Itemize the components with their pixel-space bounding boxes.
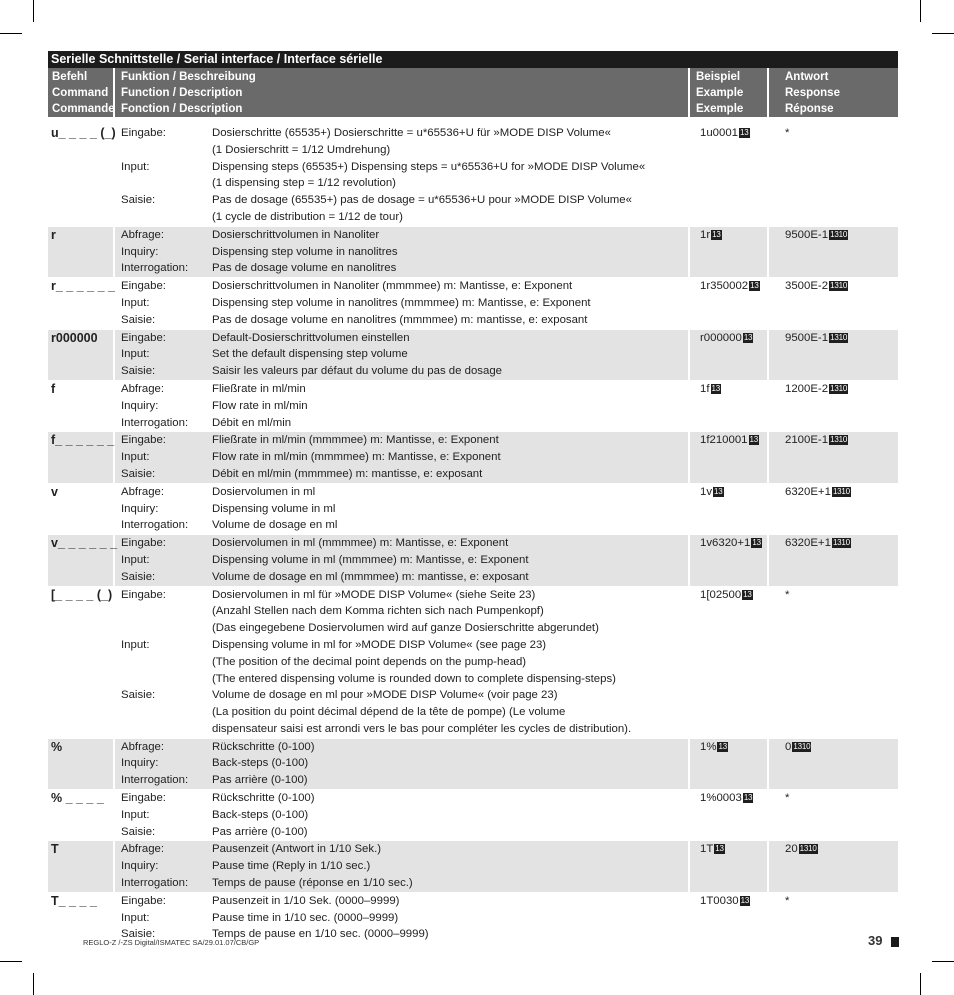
row-label: Saisie:	[121, 825, 156, 838]
example-value: 1r350002	[700, 280, 749, 293]
label-cell	[115, 330, 212, 380]
example-cell	[688, 893, 769, 943]
example-value: r000000	[700, 331, 742, 344]
row-label: Saisie:	[121, 194, 156, 207]
example-cell	[688, 587, 769, 738]
description-line: Back-steps (0-100)	[212, 757, 309, 770]
description-cell	[212, 587, 688, 738]
command-cell: T_ _ _ _	[48, 893, 115, 943]
label-cell	[115, 535, 212, 585]
response-value: 1200E-2	[785, 382, 829, 395]
example-cell	[688, 484, 769, 534]
cr-lf-key-icon: 1310	[830, 332, 848, 342]
response-cell	[769, 484, 898, 534]
command-cell: v_ _ _ _ _ _	[48, 535, 115, 585]
row-label: Interrogation:	[121, 262, 189, 275]
table-header	[48, 68, 898, 117]
description-cell	[212, 739, 688, 789]
row-label: Input:	[121, 160, 150, 173]
example-value: 1%	[700, 740, 717, 753]
row-label: Input:	[121, 348, 150, 361]
enter-key-icon: 13	[743, 793, 753, 803]
row-label	[121, 209, 212, 226]
response-cell	[769, 587, 898, 738]
header-label: Example	[696, 87, 744, 99]
response-value: 2100E-1	[785, 434, 829, 447]
table-row	[48, 125, 898, 227]
row-label: Abfrage:	[121, 228, 165, 241]
description-line: Dispensing step volume in nanolitres (mmmmee) m: Mantisse, e: Exponent	[212, 296, 591, 309]
row-label: Eingabe:	[121, 537, 166, 550]
serial-interface-table	[48, 51, 898, 944]
table-row	[48, 841, 898, 892]
response-value: *	[785, 894, 790, 907]
table-row	[48, 484, 898, 535]
header-command	[48, 68, 115, 117]
row-label: Eingabe:	[121, 434, 166, 447]
crop-mark	[932, 33, 954, 34]
description-line: Volume de dosage en ml (mmmmee) m: mantisse, e: exposant	[212, 570, 529, 583]
row-label: Interrogation:	[121, 774, 189, 787]
label-cell	[115, 893, 212, 943]
example-cell	[688, 227, 769, 277]
label-cell	[115, 841, 212, 891]
enter-key-icon: 13	[715, 844, 724, 854]
row-label: Eingabe:	[121, 331, 166, 344]
description-line: Flow rate in ml/min (mmmmee) m: Mantisse, e: Exponent	[212, 451, 501, 464]
table-row	[48, 432, 898, 483]
row-label: Saisie:	[121, 928, 156, 941]
command-cell: f_ _ _ _ _ _	[48, 432, 115, 482]
description-line: Pas arrière (0-100)	[212, 825, 308, 838]
response-value: *	[785, 127, 790, 139]
row-label: Input:	[121, 911, 150, 924]
description-line: Fließrate in ml/min	[212, 382, 306, 395]
response-value: *	[785, 588, 790, 601]
description-line: Débit en ml/min (mmmmee) m: mantisse, e: exposant	[212, 467, 483, 480]
row-label: Input:	[121, 553, 150, 566]
enter-key-icon: 13	[714, 486, 723, 496]
description-line: Fließrate in ml/min (mmmmee) m: Mantisse, e: Exponent	[212, 434, 499, 447]
row-label: Abfrage:	[121, 485, 165, 498]
description-line: (The position of the decimal point depends on the pump-head)	[212, 655, 527, 668]
description-line: Pas de dosage volume en nanolitres (mmmmee) m: mantisse, e: exposant	[212, 313, 588, 326]
example-value: 1T	[700, 843, 714, 856]
description-line: (La position du point décimal dépend de la tête de pompe) (Le volume	[212, 706, 566, 719]
header-label: Fonction / Description	[121, 103, 243, 115]
cr-lf-key-icon: 1310	[793, 741, 811, 751]
enter-key-icon: 13	[711, 383, 720, 393]
header-response	[769, 68, 898, 117]
command-cell: r000000	[48, 330, 115, 380]
description-line: Volume de dosage en ml pour »MODE DISP Volume« (voir page 23)	[212, 689, 558, 702]
header-label: Exemple	[696, 103, 744, 115]
header-label: Commande	[52, 103, 115, 115]
response-value: 6320E+1	[785, 537, 831, 550]
row-label: Saisie:	[121, 467, 156, 480]
command-cell: % _ _ _ _	[48, 790, 115, 840]
crop-mark	[33, 0, 34, 22]
row-label: Inquiry:	[121, 245, 159, 258]
header-label: Response	[785, 87, 840, 99]
description-line: Dispensing volume in ml for »MODE DISP Volume« (see page 23)	[212, 638, 547, 651]
description-cell	[212, 432, 688, 482]
row-label: Saisie:	[121, 313, 156, 326]
description-line: Dosiervolumen in ml (mmmmee) m: Mantisse, e: Exponent	[212, 537, 509, 550]
crop-mark	[920, 973, 921, 995]
command-cell: r	[48, 227, 115, 277]
row-label: Abfrage:	[121, 843, 165, 856]
description-cell	[212, 535, 688, 585]
row-label: Abfrage:	[121, 740, 165, 753]
description-line: Dosierschrittvolumen in Nanoliter	[212, 228, 380, 241]
header-label: Function / Description	[121, 87, 243, 99]
label-cell	[115, 227, 212, 277]
row-label: Eingabe:	[121, 792, 166, 805]
table-row	[48, 227, 898, 278]
response-cell	[769, 278, 898, 328]
description-cell	[212, 125, 688, 226]
description-line: (Das eingegebene Dosiervolumen wird auf ganze Dosierschritte abgerundet)	[212, 622, 599, 635]
cr-lf-key-icon: 1310	[832, 538, 850, 548]
row-label: Inquiry:	[121, 502, 159, 515]
row-label: Saisie:	[121, 570, 156, 583]
response-cell	[769, 125, 898, 226]
cr-lf-key-icon: 1310	[830, 229, 848, 239]
description-line: Pause time (Reply in 1/10 sec.)	[212, 860, 371, 873]
description-line: Dosierschrittvolumen in Nanoliter (mmmmee) m: Mantisse, e: Exponent	[212, 280, 573, 293]
description-line: Pausenzeit (Antwort in 1/10 Sek.)	[212, 843, 382, 856]
command-cell: f	[48, 381, 115, 431]
header-label: Antwort	[785, 71, 829, 83]
example-value: 1[02500	[700, 588, 742, 601]
description-line: (Anzahl Stellen nach dem Komma richten sich nach Pumpenkopf)	[212, 605, 544, 618]
label-cell	[115, 381, 212, 431]
header-label: Réponse	[785, 103, 834, 115]
example-cell	[688, 535, 769, 585]
enter-key-icon: 13	[743, 332, 753, 342]
description-line: (1 dispensing step = 1/12 revolution)	[212, 177, 396, 190]
row-label: Abfrage:	[121, 382, 165, 395]
example-value: 1v6320+1	[700, 537, 751, 550]
cr-lf-key-icon: 1310	[830, 281, 848, 291]
description-cell	[212, 278, 688, 328]
example-cell	[688, 432, 769, 482]
description-line: Pausenzeit in 1/10 Sek. (0000–9999)	[212, 894, 400, 907]
response-value: 20	[785, 843, 798, 856]
row-label: Eingabe:	[121, 280, 166, 293]
response-value: 0	[785, 740, 792, 753]
description-line: Débit en ml/min	[212, 416, 292, 429]
row-label: Input:	[121, 808, 150, 821]
description-line: Set the default dispensing step volume	[212, 348, 408, 361]
example-cell	[688, 790, 769, 840]
row-label: Inquiry:	[121, 399, 159, 412]
header-label: Funktion / Beschreibung	[121, 71, 256, 83]
command-cell: r_ _ _ _ _ _	[48, 278, 115, 328]
example-value: 1%0003	[700, 792, 742, 805]
crop-mark	[33, 973, 34, 995]
row-label	[121, 721, 212, 738]
response-cell	[769, 330, 898, 380]
row-label	[121, 671, 212, 688]
label-cell	[115, 739, 212, 789]
description-line: Temps de pause en 1/10 sec. (0000–9999)	[212, 928, 429, 941]
example-cell	[688, 278, 769, 328]
table-row	[48, 587, 898, 739]
description-line: Default-Dosierschrittvolumen einstellen	[212, 331, 410, 344]
response-cell	[769, 535, 898, 585]
page-marker	[891, 937, 899, 947]
description-line: Pause time in 1/10 sec. (0000–9999)	[212, 911, 399, 924]
table-row	[48, 893, 898, 944]
enter-key-icon: 13	[749, 435, 759, 445]
table-row	[48, 739, 898, 790]
description-line: Dispensing volume in ml (mmmmee) m: Mantisse, e: Exponent	[212, 553, 529, 566]
command-cell: [_ _ _ _ (_)	[48, 587, 115, 738]
description-line: Dosiervolumen in ml	[212, 485, 316, 498]
description-cell	[212, 330, 688, 380]
label-cell	[115, 484, 212, 534]
response-cell	[769, 227, 898, 277]
header-example	[688, 68, 769, 117]
example-value: 1u0001	[700, 127, 739, 139]
row-label	[121, 603, 212, 620]
response-value: 9500E-1	[785, 228, 829, 241]
description-line: Saisir les valeurs par défaut du volume du pas de dosage	[212, 365, 503, 378]
table-body	[48, 125, 898, 944]
response-cell	[769, 432, 898, 482]
example-value: 1r	[700, 228, 711, 241]
example-cell	[688, 330, 769, 380]
command-cell: v	[48, 484, 115, 534]
description-line: Dispensing step volume in nanolitres	[212, 245, 398, 258]
enter-key-icon: 13	[752, 538, 761, 548]
command-cell: T	[48, 841, 115, 891]
page-number: 39	[868, 933, 883, 948]
row-label: Input:	[121, 638, 150, 651]
description-line: Dosiervolumen in ml für »MODE DISP Volume« (siehe Seite 23)	[212, 588, 536, 601]
row-label	[121, 704, 212, 721]
enter-key-icon: 13	[712, 229, 721, 239]
cr-lf-key-icon: 1310	[799, 844, 817, 854]
crop-mark	[0, 961, 22, 962]
response-cell	[769, 739, 898, 789]
response-value: 6320E+1	[785, 485, 831, 498]
example-cell	[688, 125, 769, 226]
example-cell	[688, 739, 769, 789]
row-label: Interrogation:	[121, 877, 189, 890]
description-line: Dispensing steps (65535+) Dispensing steps = u*65536+U for »MODE DISP Volume«	[212, 160, 646, 173]
row-label: Saisie:	[121, 689, 156, 702]
description-line: Flow rate in ml/min	[212, 399, 308, 412]
description-line: Dosierschritte (65535+) Dosierschritte = u*65536+U für »MODE DISP Volume«	[212, 127, 611, 139]
label-cell	[115, 587, 212, 738]
label-cell	[115, 278, 212, 328]
cr-lf-key-icon: 1310	[830, 435, 848, 445]
row-label: Interrogation:	[121, 519, 189, 532]
row-label	[121, 175, 212, 192]
description-cell	[212, 227, 688, 277]
description-line: Temps de pause (réponse en 1/10 sec.)	[212, 877, 413, 890]
example-value: 1T0030	[700, 894, 739, 907]
description-line: Rückschritte (0-100)	[212, 792, 315, 805]
description-cell	[212, 484, 688, 534]
enter-key-icon: 13	[750, 281, 759, 291]
description-cell	[212, 893, 688, 943]
cr-lf-key-icon: 1310	[830, 383, 848, 393]
enter-key-icon: 13	[743, 589, 752, 599]
header-label: Befehl	[52, 71, 88, 83]
description-line: Pas de dosage volume en nanolitres	[212, 262, 397, 275]
response-value: *	[785, 792, 790, 805]
table-title: Serielle Schnittstelle / Serial interface / Interface sérielle	[48, 51, 898, 68]
crop-mark	[932, 961, 954, 962]
table-row	[48, 790, 898, 841]
description-line: Rückschritte (0-100)	[212, 740, 315, 753]
description-cell	[212, 790, 688, 840]
description-cell	[212, 841, 688, 891]
example-cell	[688, 841, 769, 891]
row-label	[121, 654, 212, 671]
row-label	[121, 142, 212, 159]
row-label: Interrogation:	[121, 416, 189, 429]
description-line: Dispensing volume in ml	[212, 502, 336, 515]
description-line: Pas arrière (0-100)	[212, 774, 308, 787]
enter-key-icon: 13	[718, 741, 727, 751]
row-label: Input:	[121, 451, 150, 464]
example-value: 1v	[700, 485, 713, 498]
example-value: 1f210001	[700, 434, 748, 447]
description-line: (The entered dispensing volume is rounded down to complete dispensing-steps)	[212, 672, 616, 685]
description-line: (1 cycle de distribution = 1/12 de tour)	[212, 210, 403, 223]
row-label: Eingabe:	[121, 127, 166, 139]
table-row	[48, 278, 898, 329]
row-label: Eingabe:	[121, 894, 166, 907]
table-row	[48, 330, 898, 381]
row-label: Eingabe:	[121, 588, 166, 601]
cr-lf-key-icon: 1310	[832, 486, 850, 496]
label-cell	[115, 790, 212, 840]
example-cell	[688, 381, 769, 431]
description-line: (1 Dosierschritt = 1/12 Umdrehung)	[212, 143, 391, 156]
row-label: Inquiry:	[121, 860, 159, 873]
description-line: Volume de dosage en ml	[212, 519, 338, 532]
description-line: dispensateur saisi est arrondi vers le bas pour compléter les cycles de distribution).	[212, 722, 632, 735]
response-value: 9500E-1	[785, 331, 829, 344]
row-label	[121, 620, 212, 637]
row-label: Input:	[121, 296, 150, 309]
enter-key-icon: 13	[740, 128, 749, 137]
response-value: 3500E-2	[785, 280, 829, 293]
crop-mark	[0, 33, 22, 34]
footer-text: REGLO-Z /-ZS Digital/ISMATEC SA/29.01.07/CB/GP	[83, 938, 260, 947]
example-value: 1f	[700, 382, 710, 395]
crop-mark	[920, 0, 921, 22]
label-cell	[115, 432, 212, 482]
command-cell: u_ _ _ _ (_)	[48, 125, 115, 226]
description-cell	[212, 381, 688, 431]
table-row	[48, 381, 898, 432]
header-label: Beispiel	[696, 71, 741, 83]
response-cell	[769, 381, 898, 431]
header-function	[115, 68, 688, 117]
response-cell	[769, 841, 898, 891]
row-label: Inquiry:	[121, 757, 159, 770]
enter-key-icon: 13	[740, 895, 750, 905]
description-line: Back-steps (0-100)	[212, 808, 309, 821]
row-label: Saisie:	[121, 365, 156, 378]
header-label: Command	[52, 87, 109, 99]
response-cell	[769, 790, 898, 840]
command-cell: %	[48, 739, 115, 789]
table-row	[48, 535, 898, 586]
description-line: Pas de dosage (65535+) pas de dosage = u*65536+U pour »MODE DISP Volume«	[212, 194, 632, 207]
label-cell	[115, 125, 212, 226]
